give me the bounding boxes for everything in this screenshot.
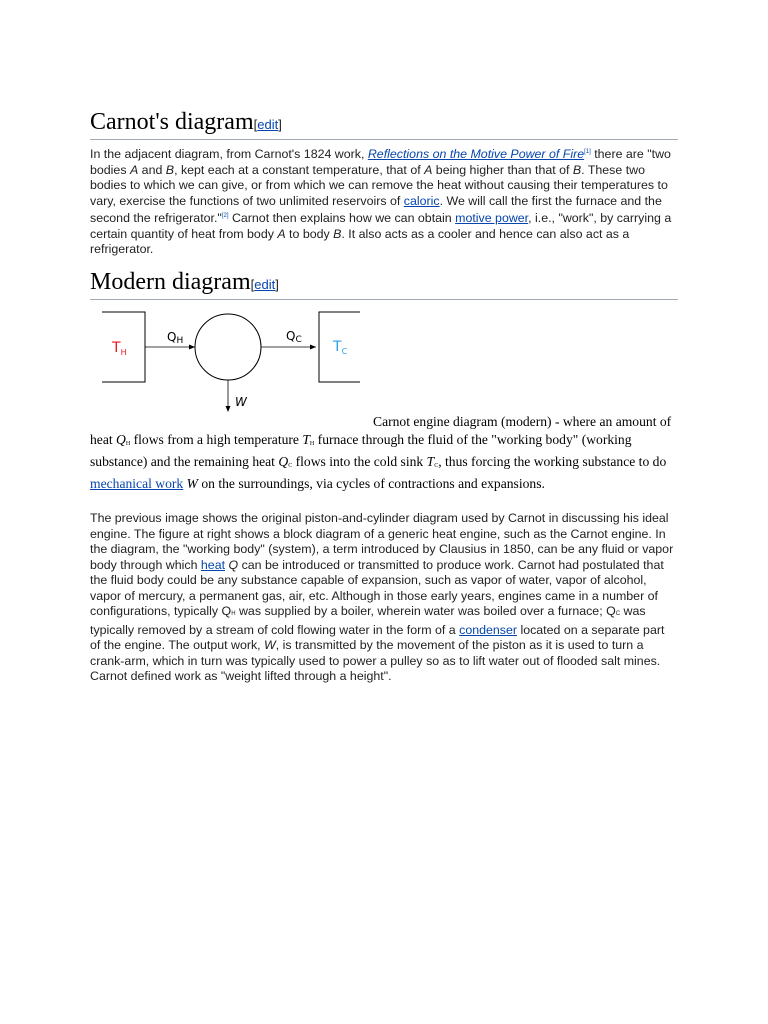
reference-1[interactable]: [1]: [584, 149, 591, 155]
text: flows from a high temperature: [130, 432, 303, 447]
section-title: Modern diagram: [90, 269, 251, 295]
hot-temperature-label: $T_H$: [112, 340, 127, 357]
text: , is transmitted by the movement of the piston as it is used to turn a crank-arm, which in turn was typically used to power a pulley so as to lift water out of flooded salt mines. Carnot defined work as "weight lifted through a height".: [90, 638, 661, 683]
caloric-link[interactable]: caloric: [403, 193, 440, 208]
explanation-paragraph: [90, 511, 678, 685]
edit-section-link[interactable]: edit: [257, 117, 279, 132]
section-heading-modern-diagram: [90, 269, 678, 300]
subscript: H: [309, 441, 315, 447]
reflections-link[interactable]: Reflections on the Motive Power of Fire: [367, 147, 585, 162]
var-w: W: [264, 638, 276, 652]
text: , kept each at a constant temperature, that of: [174, 162, 425, 177]
diagram-caption: [90, 413, 678, 493]
edit-section-link-wrapper: [254, 117, 282, 132]
text: Carnot engine diagram (modern) - where an amount of heat: [90, 414, 672, 447]
text: Carnot then explains how we can obtain: [228, 211, 456, 226]
var-a: A: [424, 162, 433, 177]
mechanical-work-link[interactable]: mechanical work: [90, 476, 184, 491]
work-arrowhead: [226, 406, 231, 412]
text: , i.e., "work", by carrying a certain quantity of heat from body: [90, 211, 672, 241]
engine-circle: [195, 314, 261, 380]
subscript: H: [125, 441, 131, 447]
text: was supplied by a boiler, wherein water was boiled over a furnace; Q: [235, 604, 616, 618]
var-q: Q: [278, 454, 289, 469]
subscript: C: [434, 463, 439, 469]
var-b: B: [572, 162, 582, 177]
text: on the surroundings, via cycles of contractions and expansions.: [197, 476, 545, 491]
text: furnace through the fluid of the "working body" (working substance) and the remaining heat: [90, 432, 632, 469]
heat-in-arrowhead: [189, 345, 195, 350]
motive-power-link[interactable]: motive power: [455, 211, 529, 226]
subscript: C: [615, 611, 621, 617]
text: The previous image shows the original piston-and-cylinder diagram used by Carnot in discussing his ideal engine. The figure at right shows a block diagram of a generic heat engine, such as the Carnot engine. In the diagram, the "working body" (system), a term introduced by Clausius in 1850, can be any fluid or vapor body through which: [90, 511, 674, 572]
text: , thus forcing the working substance to do: [438, 454, 667, 469]
edit-section-link-wrapper: [251, 277, 279, 292]
work-label: W: [235, 395, 247, 409]
section-heading-carnots-diagram: [90, 109, 678, 140]
heat-out-arrowhead: [310, 345, 316, 350]
carnot-engine-diagram[interactable]: [100, 306, 370, 416]
section-title: Carnot's diagram: [90, 109, 254, 135]
text: can be introduced or transmitted to produce work. Carnot had postulated that the fluid body could be any substance capable of expansion, such as vapor of water, vapor of alcohol, vapor of mercury, a permanent gas, air, etc. Although in those early years, engines came in a number of configurations, typically Q: [90, 557, 664, 618]
bracket-close: ]: [278, 117, 282, 132]
var-a: A: [129, 162, 139, 177]
carnot-paragraph: [90, 145, 678, 258]
var-b: B: [165, 162, 175, 177]
var-t: T: [302, 432, 310, 447]
condenser-link[interactable]: condenser: [459, 622, 517, 637]
edit-section-link[interactable]: edit: [254, 277, 276, 292]
text: there are "two bodies: [90, 147, 671, 177]
var-q: Q: [116, 432, 126, 447]
text: flows into the cold sink: [292, 454, 427, 469]
var-w: W: [186, 476, 198, 491]
text: . These two bodies to which we can give, or from which we can remove the heat without causing their temperatures to vary, exercise the functions of two unlimited reservoirs of: [90, 162, 668, 208]
bracket-open: [: [250, 277, 255, 292]
var-b: B: [333, 226, 342, 241]
var-a: A: [277, 226, 286, 241]
text: located on a separate part of the engine. The output work,: [90, 622, 665, 652]
subscript: C: [288, 463, 293, 469]
text: to body: [285, 226, 334, 241]
reference-2[interactable]: [2]: [221, 213, 229, 220]
cold-temperature-label: $T_C$: [333, 339, 348, 356]
heat-out-label: QC: [286, 329, 302, 345]
bracket-open: [: [253, 117, 258, 132]
text: and: [138, 162, 166, 177]
text: being higher than that of: [432, 162, 573, 177]
bracket-close: ]: [275, 277, 279, 292]
text: . It also acts as a cooler and hence can also act as a refrigerator.: [90, 226, 630, 257]
heat-in-label: QH: [167, 330, 184, 346]
var-q: Q: [228, 557, 239, 572]
hot-reservoir-box: [102, 312, 145, 382]
text: . We will call the first the furnace and the second the refrigerator.": [90, 193, 662, 226]
text: In the adjacent diagram, from Carnot's 1824 work,: [90, 147, 368, 162]
var-t: T: [426, 454, 435, 469]
text: was typically removed by a stream of cold flowing water in the form of a: [90, 604, 646, 637]
subscript: H: [231, 611, 236, 617]
heat-link[interactable]: heat: [200, 557, 226, 572]
